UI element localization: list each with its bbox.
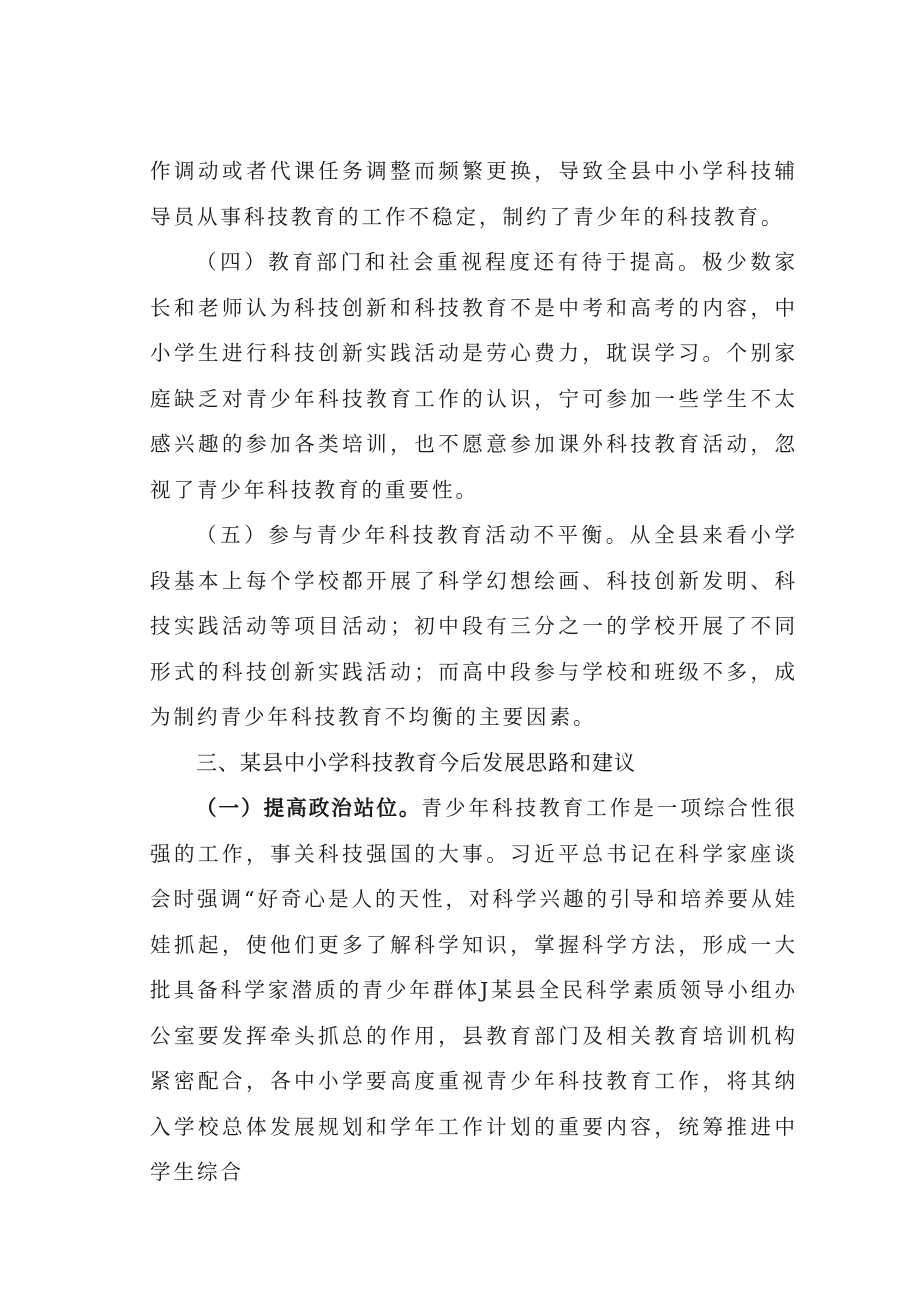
section-heading: 三、某县中小学科技教育今后发展思路和建议 <box>196 750 636 775</box>
paragraph-item-5: （五）参与青少年科技教育活动不平衡。从全县来看小学段基本上每个学校都开展了科学幻想绘画、科技创新发明、科技实践活动等项目活动；初中段有三分之一的学校开展了不同形式的科技创新实践活动；而高中段参与学校和班级不多，成为制约青少年科技教育不均衡的主要因素。 <box>150 523 798 729</box>
paragraph-continued: 作调动或者代课任务调整而频繁更换，导致全县中小学科技辅导员从事科技教育的工作不稳定，制约了青少年的科技教育。 <box>150 159 798 229</box>
paragraph-item-4: （四）教育部门和社会重视程度还有待于提高。极少数家长和老师认为科技创新和科技教育不是中考和高考的内容，中小学生进行科技创新实践活动是劳心费力，耽误学习。个别家庭缺乏对青少年科技教育工作的认识，宁可参加一些学生不太感兴趣的参加各类培训，也不愿意参加课外科技教育活动，忽视了青少年科技教育的重要性。 <box>150 250 798 502</box>
paragraph-body: 青少年科技教育工作是一项综合性很强的工作，事关科技强国的大事。习近平总书记在科学家座谈会时强调“好奇心是人的天性，对科学兴趣的引导和培养要从娃娃抓起，使他们更多了解科学知识，掌握科学方法，形成一大批具备科学家潜质的青少年群体J某县全民科学素质领导小组办公室要发挥牵头抓总的作用，县教育部门及相关教育培训机构紧密配合，各中小学要高度重视青少年科技教育工作，将其纳入学校总体发展规划和学年工作计划的重要内容，统筹推进中学生综合 <box>150 796 799 1184</box>
document-body <box>150 149 798 1196</box>
paragraph-lead: （一）提高政治站位。 <box>196 796 422 820</box>
paragraph-item-1 <box>150 786 798 1196</box>
